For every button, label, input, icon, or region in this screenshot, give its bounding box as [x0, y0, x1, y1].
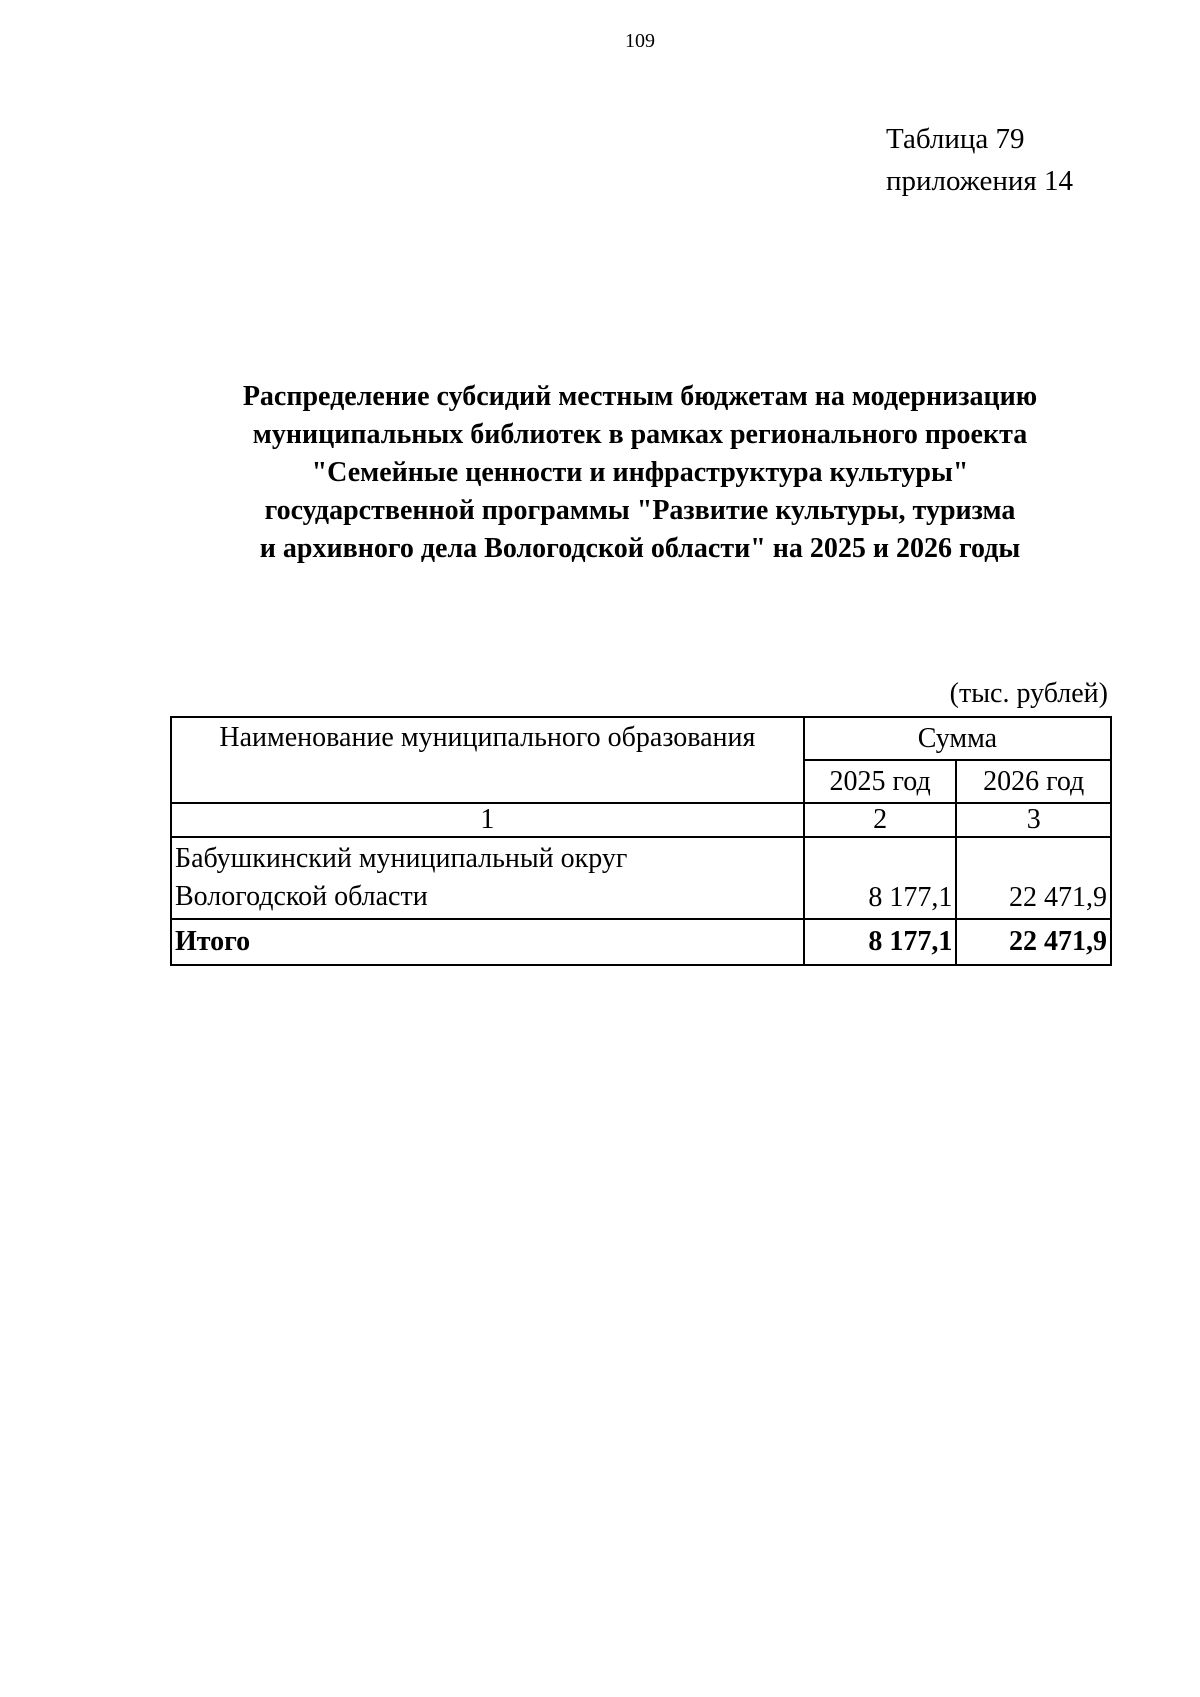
page-number: 109: [625, 30, 655, 52]
row-name-line2: Вологодской области: [175, 881, 428, 912]
document-title: [140, 378, 1140, 568]
header-year-2026: 2026 год: [956, 760, 1111, 803]
total-label: Итого: [171, 919, 804, 965]
title-line: и архивного дела Вологодской области" на 2025 и 2026 годы: [259, 533, 1021, 564]
table-reference: [886, 118, 1073, 202]
units-label: (тыс. рублей): [949, 678, 1108, 709]
total-value-2026: 22 471,9: [956, 919, 1111, 965]
title-line: муниципальных библиотек в рамках регионального проекта: [252, 419, 1028, 450]
total-value-2025: 8 177,1: [804, 919, 957, 965]
row-name-line1: Бабушкинский муниципальный округ: [175, 843, 628, 874]
header-sum-cell: Сумма: [804, 717, 1111, 760]
column-number: 1: [171, 803, 804, 837]
row-value-2025: 8 177,1: [804, 837, 957, 919]
column-number: 3: [956, 803, 1111, 837]
table-reference-line1: Таблица 79: [886, 123, 1025, 155]
title-line: государственной программы "Развитие культуры, туризма: [264, 495, 1016, 526]
total-row: [171, 919, 1111, 965]
header-name-cell: Наименование муниципального образования: [171, 717, 804, 803]
title-line: "Семейные ценности и инфраструктура культуры": [311, 457, 969, 488]
subsidy-table: [170, 716, 1112, 966]
title-line: Распределение субсидий местным бюджетам на модернизацию: [242, 381, 1038, 412]
column-number: 2: [804, 803, 957, 837]
table-row: [171, 837, 1111, 919]
row-value-2026: 22 471,9: [956, 837, 1111, 919]
row-name-cell: [171, 837, 804, 919]
header-year-2025: 2025 год: [804, 760, 957, 803]
column-numbers-row: [171, 803, 1111, 837]
table-reference-line2: приложения 14: [886, 165, 1073, 197]
table-header-row: [171, 717, 1111, 760]
